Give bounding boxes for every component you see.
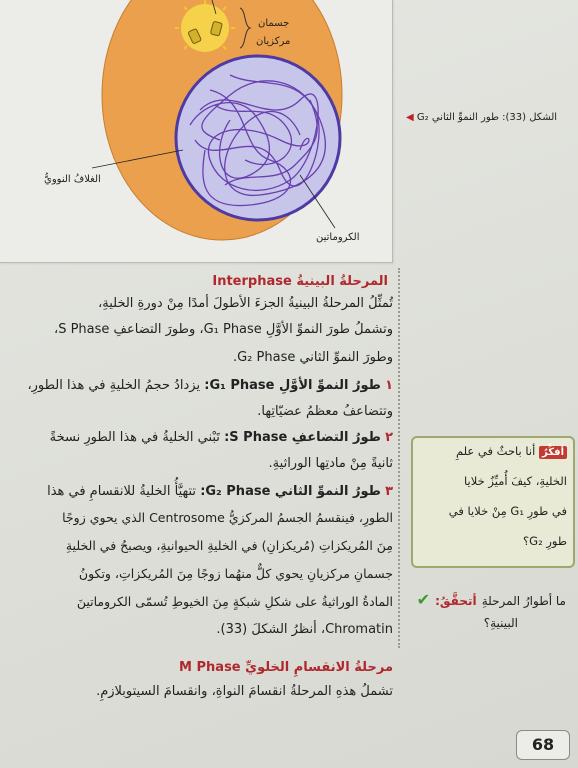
chromatin-label: الكروماتين [316,232,360,243]
column-divider [398,268,400,648]
figure-caption-text: الشكل (33): طور النموِّ الثاني G₂ [416,112,558,123]
g2-line-3: مِنَ المُريكزاتِ (مُريكزانِ) في الخليةِ الحيوانيةِ، ويصبحُ في الخليةِ [65,538,393,553]
g1-number: ١ [385,378,393,393]
centrioles-label-line2: مركزيان [256,36,291,47]
interphase-line-1: تُمثِّلُ المرحلةُ البينيةُ الجزءَ الأطولَ أمدًا مِنْ دورةِ الخليةِ، [98,296,393,311]
g1-paragraph [27,378,393,393]
think-line-2: الخليةِ، كيفَ أُميِّزُ خلايا [464,474,567,488]
g2-line-6: Chromatin، أنظرُ الشكلَ (33). [216,622,393,637]
check-section [417,590,566,609]
m-phase-text: تشملُ هذهِ المرحلةُ انقسامَ النواةِ، وانقسامَ السيتوبلازمِ. [96,684,393,699]
figure-33 [0,0,393,263]
interphase-heading: المرحلةُ البينيةُ Interphase [212,274,388,289]
s-paragraph [50,430,393,445]
check-text-1: ما أطوارُ المرحلةِ [481,594,566,608]
nuclear-envelope-label: الغلافُ النوويُّ [44,174,101,185]
page-number: 68 [531,735,555,754]
g2-heading: طورُ النموِّ الثاني G₂ Phase: [200,484,381,499]
g2-text: تتهيَّأُ الخليةُ للانقسامِ في هذا [47,484,197,499]
g2-line-2: الطورِ، فينقسمُ الجسمُ المركزيُّ Centrosome الذي يحوي زوجًا [62,510,393,525]
interphase-line-3: وطورَ النموِّ الثاني G₂ Phase. [232,350,393,365]
think-box [411,436,575,568]
check-title: أتحقَّقُ: [435,594,477,608]
interphase-line-2: وتشملُ طورَ النموِّ الأوَّلِ G₁ Phase، وطورَ التضاعفِ S Phase، [54,322,393,337]
g2-line-4: جسمانِ مركزيانِ يحوي كلٌّ منهُما زوجًا مِنَ المُريكزاتِ، وتكونُ [78,566,393,581]
centrioles-label-line1: جسمان [258,18,290,29]
check-mark-icon: ✔ [416,590,430,609]
s-line-2: ثانيةً مِنْ مادتِها الوراثيةِ. [268,456,393,471]
figure-caption [406,112,557,123]
cell-diagram [0,0,392,262]
g1-heading: طورُ النموِّ الأوَّلِ G₁ Phase: [204,378,381,393]
g2-line-5: المادةُ الوراثيةُ على شكلِ شبكةٍ مِنَ الخيوطِ تُسمّى الكروماتينَ [76,594,393,609]
triangle-pointer-icon: ◀ [406,112,414,123]
g1-line-2: وتتضاعفُ معظمُ عضيّاتِها. [257,404,393,419]
g2-number: ٣ [385,484,393,499]
check-text-2: البينيةِ؟ [483,616,518,630]
think-line-3: في طورِ G₁ مِنْ خلايا في [448,504,567,518]
m-phase-heading: مرحلةُ الانقسامِ الخلويِّ M Phase [179,660,393,675]
s-heading: طورُ التضاعفِ S Phase: [224,430,381,445]
g1-text: يزدادُ حجمُ الخليةِ في هذا الطورِ، [27,378,201,393]
s-text: تَبْني الخليةُ في هذا الطورِ نسخةً [49,430,220,445]
centrosome-glow [181,4,229,52]
think-line-1 [456,444,567,458]
g2-paragraph [47,484,393,499]
think-tag: أفكِّرُ [539,446,567,459]
think-line-4: طورِ G₂؟ [523,534,567,548]
think-text-1: أنا باحثٌ في علمِ [455,444,536,458]
page-number-box [516,730,570,760]
s-number: ٢ [385,430,393,445]
